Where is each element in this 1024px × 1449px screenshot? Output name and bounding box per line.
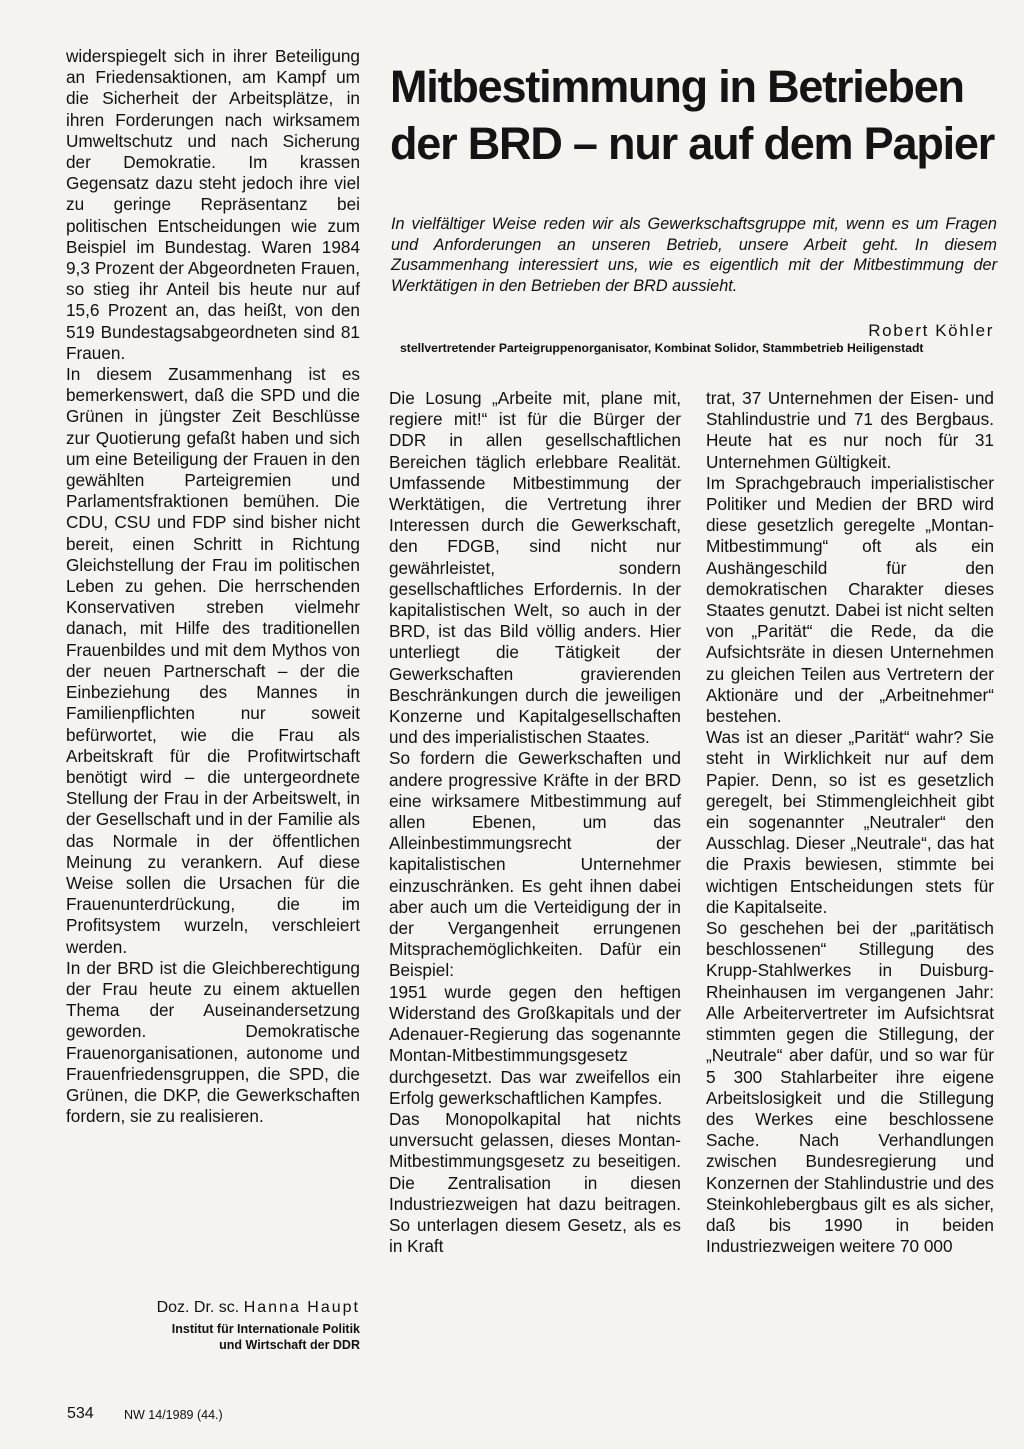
article-paragraph: trat, 37 Unternehmen der Eisen- und Stahlindustrie und 71 des Bergbaus. Heute hat es nur noch für 31 Unternehmen Gültigkeit. (706, 388, 994, 472)
left-author-signature (157, 1299, 360, 1317)
article-author-role: stellvertretender Parteigruppenorganisator, Kombinat Solidor, Stammbetrieb Heiligenstadt (400, 341, 924, 355)
article-paragraph: So geschehen bei der „paritätisch beschlossenen“ Stillegung des Krupp-Stahlwerkes in Duisburg-Rheinhausen im vergangenen Jahr: Alle Arbeitervertreter im Aufsichtsrat stimmten gegen die Stillegung, der „Neutrale“ aber dafür, und so war für 5 300 Stahlarbeiter ihre eigene Arbeitslosigkeit und die Stillegung des Werkes eine beschlossene Sache. Nach Verhandlungen zwischen Bundesregierung und Konzernen der Stahlindustrie und des Steinkohlebergbaus gilt es als sicher, daß bis 1990 in beiden Industriezweigen weitere 70 000 (706, 918, 994, 1257)
article-paragraph: Das Monopolkapital hat nichts unversucht gelassen, dieses Montan-Mitbestimmungsgesetz zu beseitigen. Die Zentralisation in diesen Industriezweigen hat dazu beitragen. So unterlagen diesem Gesetz, als es in Kraft (389, 1108, 681, 1257)
journal-reference: NW 14/1989 (44.) (124, 1408, 223, 1422)
left-author-institute-line: Institut für Internationale Politik (171, 1322, 360, 1336)
article-column-right (706, 388, 994, 1257)
article-paragraph: Die Losung „Arbeite mit, plane mit, regiere mit!“ ist für die Bürger der DDR in allen gesellschaftlichen Bereichen täglich erlebbare Realität. Umfassende Mitbestimmung der Werktätigen, die Vertretung ihrer Interessen durch die Gewerkschaft, den FDGB, sind nicht nur gewährleistet, sondern gesellschaftliches Erfordernis. In der kapitalistischen Welt, so auch in der BRD, ist das Bild völlig anders. Hier unterliegt die Tätigkeit der Gewerkschaften gravierenden Beschränkungen durch die jeweiligen Konzerne und Kapitalgesellschaften und des imperialistischen Staates. (389, 388, 681, 748)
article-paragraph: 1951 wurde gegen den heftigen Widerstand des Großkapitals und der Adenauer-Regierung das sogenannte Montan-Mitbestimmungsgesetz durchgesetzt. Das war zweifellos ein Erfolg gewerkschaftlichen Kampfes. (389, 981, 681, 1108)
left-paragraph: In der BRD ist die Gleichberechtigung der Frau heute zu einem aktuellen Thema der Auseinandersetzung geworden. Demokratische Frauenorganisationen, autonome und Frauenfriedensgruppen, die SPD, die Grünen, die DKP, die Gewerkschaften fordern, sie zu realisieren. (66, 957, 360, 1127)
left-paragraph: widerspiegelt sich in ihrer Beteiligung an Friedensaktionen, am Kampf um die Sicherheit der Arbeitsplätze, in ihren Forderungen nach wirksamem Umweltschutz und nach Sicherung der Demokratie. Im krassen Gegensatz dazu steht jedoch ihre viel zu geringe Repräsentanz bei politischen Entscheidungen wie zum Beispiel im Bundestag. Waren 1984 9,3 Prozent der Abgeordneten Frauen, so stieg ihr Anteil bis heute nur auf 15,6 Prozent an, das heißt, von den 519 Bundestagsabgeordneten sind 81 Frauen. (66, 46, 360, 363)
left-author-institute-line: und Wirtschaft der DDR (219, 1338, 360, 1352)
left-paragraph: In diesem Zusammenhang ist es bemerkenswert, daß die SPD und die Grünen in jüngster Zeit Beschlüsse zur Quotierung gefaßt haben und sich um eine Beteiligung der Frauen in den gewählten Parteigremien und Parlamentsfraktionen bemühen. Die CDU, CSU und FDP sind bisher nicht bereit, einen Schritt in Richtung Gleichstellung der Frau im politischen Leben zu gehen. Die herrschenden Konservativen streben vielmehr danach, mit Hilfe des traditionellen Frauenbildes und mit dem Mythos von der neuen Partnerschaft – der die Einbeziehung des Mannes in Familienpflichten nur soweit befürwortet, wie die Frau als Arbeitskraft für die Profitwirtschaft benötigt wird – die untergeordnete Stellung der Frau in der Arbeitswelt, in der Gesellschaft und in der Familie als das Normale in der öffentlichen Meinung zu verankern. Auf diese Weise sollen die Ursachen für die Frauenunterdrückung, die im Profitsystem wurzeln, verschleiert werden. (66, 364, 360, 957)
page-number: 534 (67, 1405, 94, 1422)
left-author-institute (100, 1321, 360, 1353)
article-paragraph: Was ist an dieser „Parität“ wahr? Sie steht in Wirklichkeit nur auf dem Papier. Denn, so ist es gesetzlich geregelt, bei Stimmengleichheit gibt ein sogenannter „Neutraler“ den Ausschlag. Dieser „Neutrale“, das hat die Praxis bewiesen, stimmte bei wichtigen Entscheidungen stets für die Kapitalseite. (706, 727, 994, 917)
article-headline: Mitbestimmung in Betrieben der BRD – nur auf dem Papier (390, 61, 995, 169)
article-lead: In vielfältiger Weise reden wir als Gewerkschaftsgruppe mit, wenn es um Fragen und Anforderungen an unseren Betrieb, unsere Arbeit geht. In diesem Zusammenhang interessiert uns, wie es eigentlich mit der Mitbestimmung der Werktätigen in den Betrieben der BRD aussieht. (391, 215, 997, 295)
article-column-middle (389, 388, 681, 1257)
left-author-title: Doz. Dr. sc. (156, 1299, 240, 1316)
left-author-name: Hanna Haupt (243, 1299, 360, 1316)
article-paragraph: So fordern die Gewerkschaften und andere progressive Kräfte in der BRD eine wirksamere Mitbestimmung auf allen Ebenen, um das Alleinbestimmungsrecht der kapitalistischen Unternehmer einzuschränken. Es geht ihnen dabei aber auch um die Verteidigung der in der Vergangenheit errungenen Mitsprachemöglichkeiten. Dafür ein Beispiel: (389, 748, 681, 981)
article-paragraph: Im Sprachgebrauch imperialistischer Politiker und Medien der BRD wird diese gesetzlich geregelte „Montan-Mitbestimmung“ oft als ein Aushängeschild für den demokratischen Charakter dieses Staates genutzt. Dabei ist nicht selten von „Parität“ die Rede, da die Aufsichtsräte in diesen Unternehmen zu gleichen Teilen aus Vertretern der Aktionäre und der „Arbeitnehmer“ bestehen. (706, 472, 994, 727)
article-author-name: Robert Köhler (868, 321, 994, 340)
left-article-column (66, 46, 360, 1127)
